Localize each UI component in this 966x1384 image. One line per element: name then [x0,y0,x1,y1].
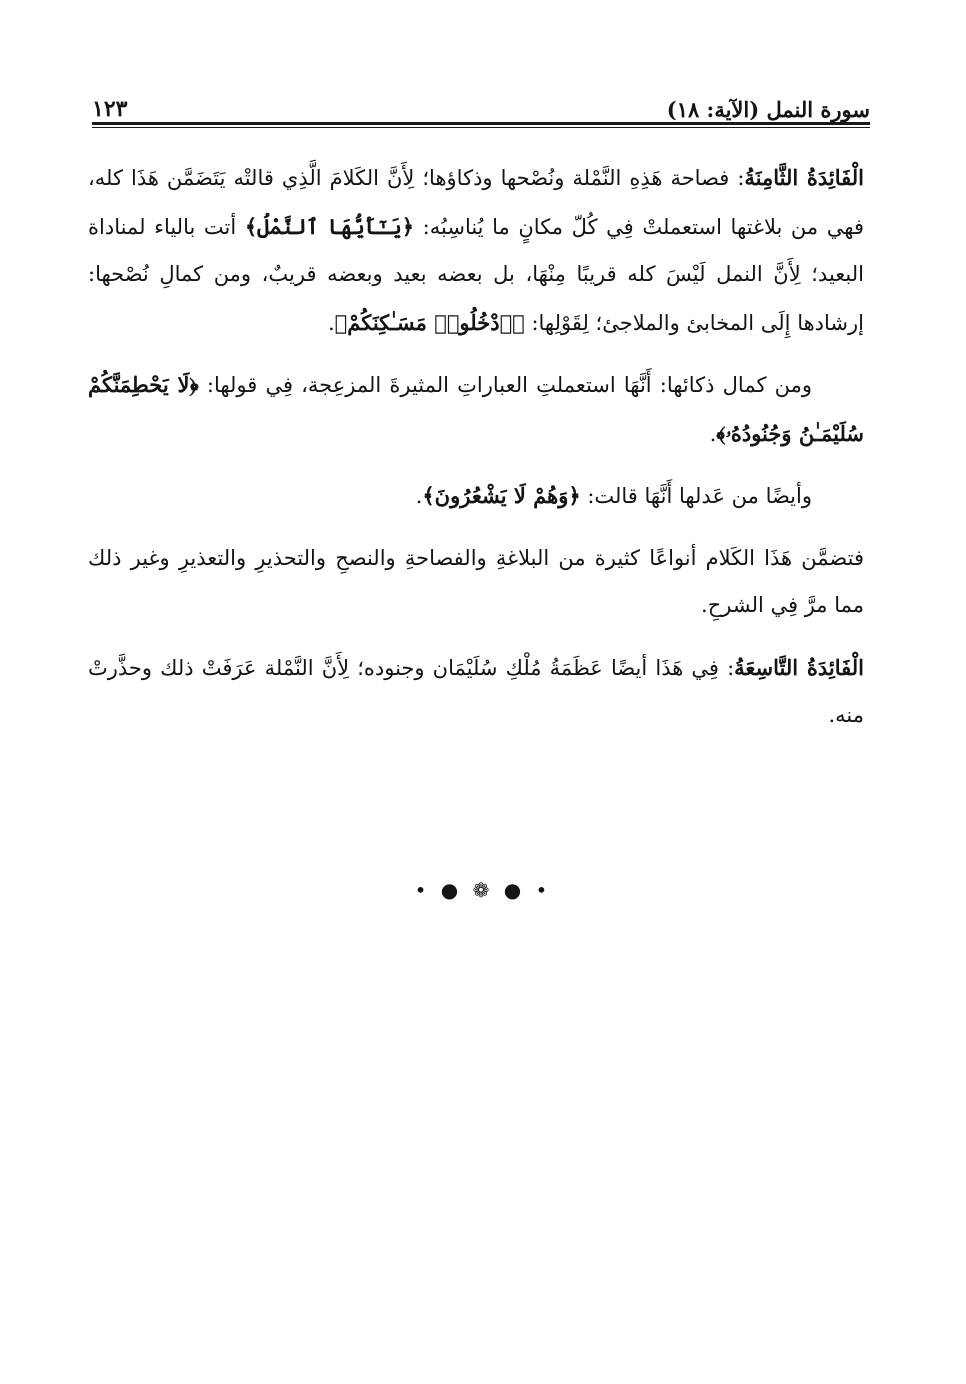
paragraph-text: . [415,484,423,508]
quran-quote: ﴿وَهُمْ لَا يَشْعُرُونَ﴾ [422,483,581,508]
page-header [92,86,870,122]
paragraph-text: : فِي هَذَا أيضًا عَظَمَةُ مُلْكِ سُلَيْمَان وجنوده؛ لِأَنَّ النَّمْلة عَرَفَتْ ذلك وحذَّرتْ منه. [88,655,864,727]
benefit-heading: الْفَائِدَةُ التَّاسِعَةُ [734,654,865,680]
page-number: ١٢٣ [92,96,128,122]
header-rule-thick [92,122,870,125]
paragraph-intelligence [88,361,864,458]
paragraph-eighth-benefit [88,154,864,347]
paragraph-ninth-benefit [88,644,864,740]
paragraph-summary [88,535,864,630]
paragraph-text: فتضمَّن هَذَا الكَلام أنواعًا كثيرة من البلاغةِ والفصاحةِ والنصحِ والتحذيرِ والتعذيرِ وغير ذلك مما مرَّ فِي الشرحِ. [88,545,864,617]
quran-quote: ﴿يَـٰٓأَيُّهَا ٱلنَّمْلُ﴾ [244,213,415,239]
paragraph-text: أتت بالياء لمناداة البعيد؛ لِأَنَّ النمل لَيْسَ كله قريبًا مِنْهَا، بل بعضه بعيد وبعضه قريبٌ، ومن كمالِ نُصْحها: إرشادها إِلَى المخابئ والملاجئ؛ لِقَوْلِها: [88,214,864,335]
paragraph-text: . [327,310,335,335]
paragraph-text: وأيضًا من عَدلها أَنَّهَا قالت: [580,484,812,508]
paragraph-justice [88,472,864,521]
quran-quote: ﴿ٱدْخُلُوا۟ مَسَـٰكِنَكُمْ﴾ [334,309,525,335]
quran-quote: ﴿لَا يَحْطِمَنَّكُمْ سُلَيْمَـٰنُ وَجُنُودُهُۥ﴾ [88,372,864,446]
paragraph-text: ومن كمال ذكائها: أَنَّهَا استعملتِ العباراتِ المثيرةَ المزعِجة، فِي قولها: [198,373,812,397]
benefit-heading: الْفَائِدَةُ الثَّامِنَةُ [744,165,865,190]
section-end-ornament: • ● ❁ ● • [414,878,552,902]
header-rule-thin [92,127,870,128]
running-title: سورة النمل (الآية: ١٨) [666,97,870,122]
paragraph-text: : فصاحة هَذِهِ النَّمْلة ونُصْحها وذكاؤها؛ لِأَنَّ الكَلامَ الَّذِي قالتْه يَتَضَمَّن هَذَا كله، فهي من بلاغتها استعملتْ فِي كُلّ مكانٍ ما يُناسِبُه: [88,166,864,239]
body-text [88,154,864,754]
paragraph-text: . [709,421,717,446]
